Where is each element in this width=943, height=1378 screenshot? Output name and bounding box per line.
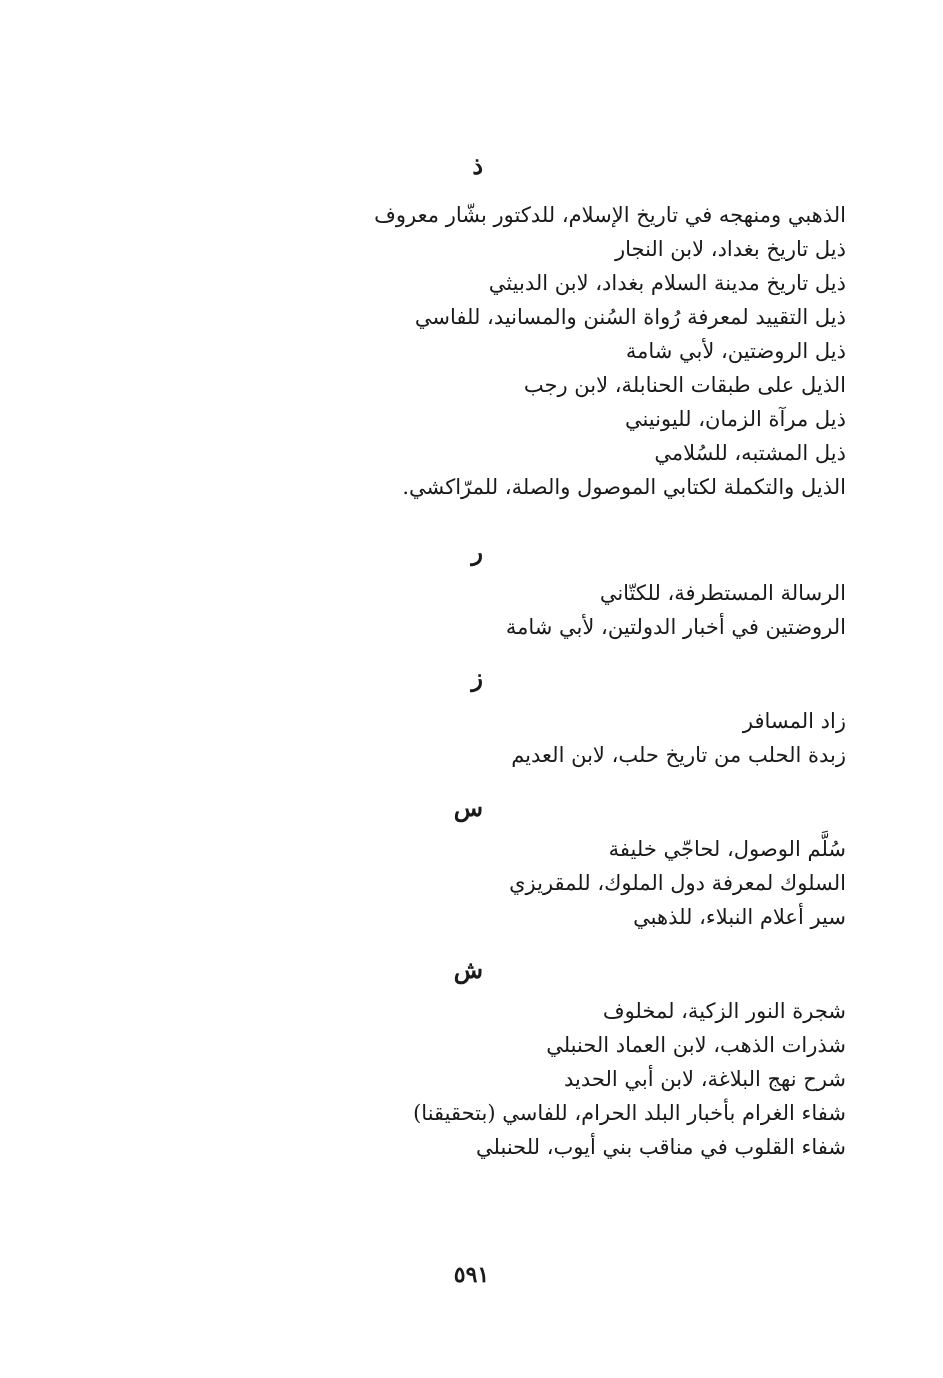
section-sin-list (386, 832, 846, 934)
list-item: شجرة النور الزكية، لمخلوف (602, 999, 846, 1023)
section-letter-zay: ز (471, 663, 483, 692)
list-item: سير أعلام النبلاء، للذهبي (633, 905, 846, 929)
list-item: ذيل المشتبه، للسُلامي (654, 441, 846, 465)
section-ra-list (386, 576, 846, 644)
section-zay-list (386, 704, 846, 772)
section-dhal-list (374, 198, 846, 504)
list-item: السلوك لمعرفة دول الملوك، للمقريزي (509, 871, 846, 895)
list-item: شرح نهج البلاغة، لابن أبي الحديد (564, 1067, 846, 1091)
list-item: ذيل الروضتين، لأبي شامة (625, 339, 846, 363)
section-shin-list (386, 994, 846, 1164)
list-item: شفاء القلوب في مناقب بني أيوب، للحنبلي (476, 1135, 846, 1159)
page-number: ٥٩١ (453, 1262, 490, 1288)
section-letter-ra: ر (471, 537, 483, 566)
list-item: ذيل التقييد لمعرفة رُواة السُنن والمسانيد، للفاسي (414, 305, 846, 329)
section-letter-sin: س (453, 793, 483, 822)
list-item: شذرات الذهب، لابن العماد الحنبلي (546, 1033, 846, 1057)
section-letter-dhal: ذ (472, 151, 483, 180)
list-item: ذيل تاريخ مدينة السلام بغداد، لابن الدبيثي (488, 271, 846, 295)
section-letter-shin: ش (453, 955, 483, 984)
list-item: زبدة الحلب من تاريخ حلب، لابن العديم (511, 743, 846, 767)
list-item: الذيل والتكملة لكتابي الموصول والصلة، للمرّاكشي. (402, 475, 846, 499)
list-item: ذيل تاريخ بغداد، لابن النجار (614, 237, 846, 261)
list-item: زاد المسافر (742, 709, 846, 733)
list-item: ذيل مرآة الزمان، لليونيني (624, 407, 846, 431)
list-item: سُلَّم الوصول، لحاجّي خليفة (608, 837, 846, 861)
list-item: الروضتين في أخبار الدولتين، لأبي شامة (505, 615, 846, 639)
list-item: الرسالة المستطرفة، للكتّاني (599, 581, 846, 605)
list-item: شفاء الغرام بأخبار البلد الحرام، للفاسي (بتحقيقنا) (413, 1101, 846, 1125)
list-item: الذيل على طبقات الحنابلة، لابن رجب (523, 373, 846, 397)
list-item: الذهبي ومنهجه في تاريخ الإسلام، للدكتور بشّار معروف (374, 203, 846, 227)
